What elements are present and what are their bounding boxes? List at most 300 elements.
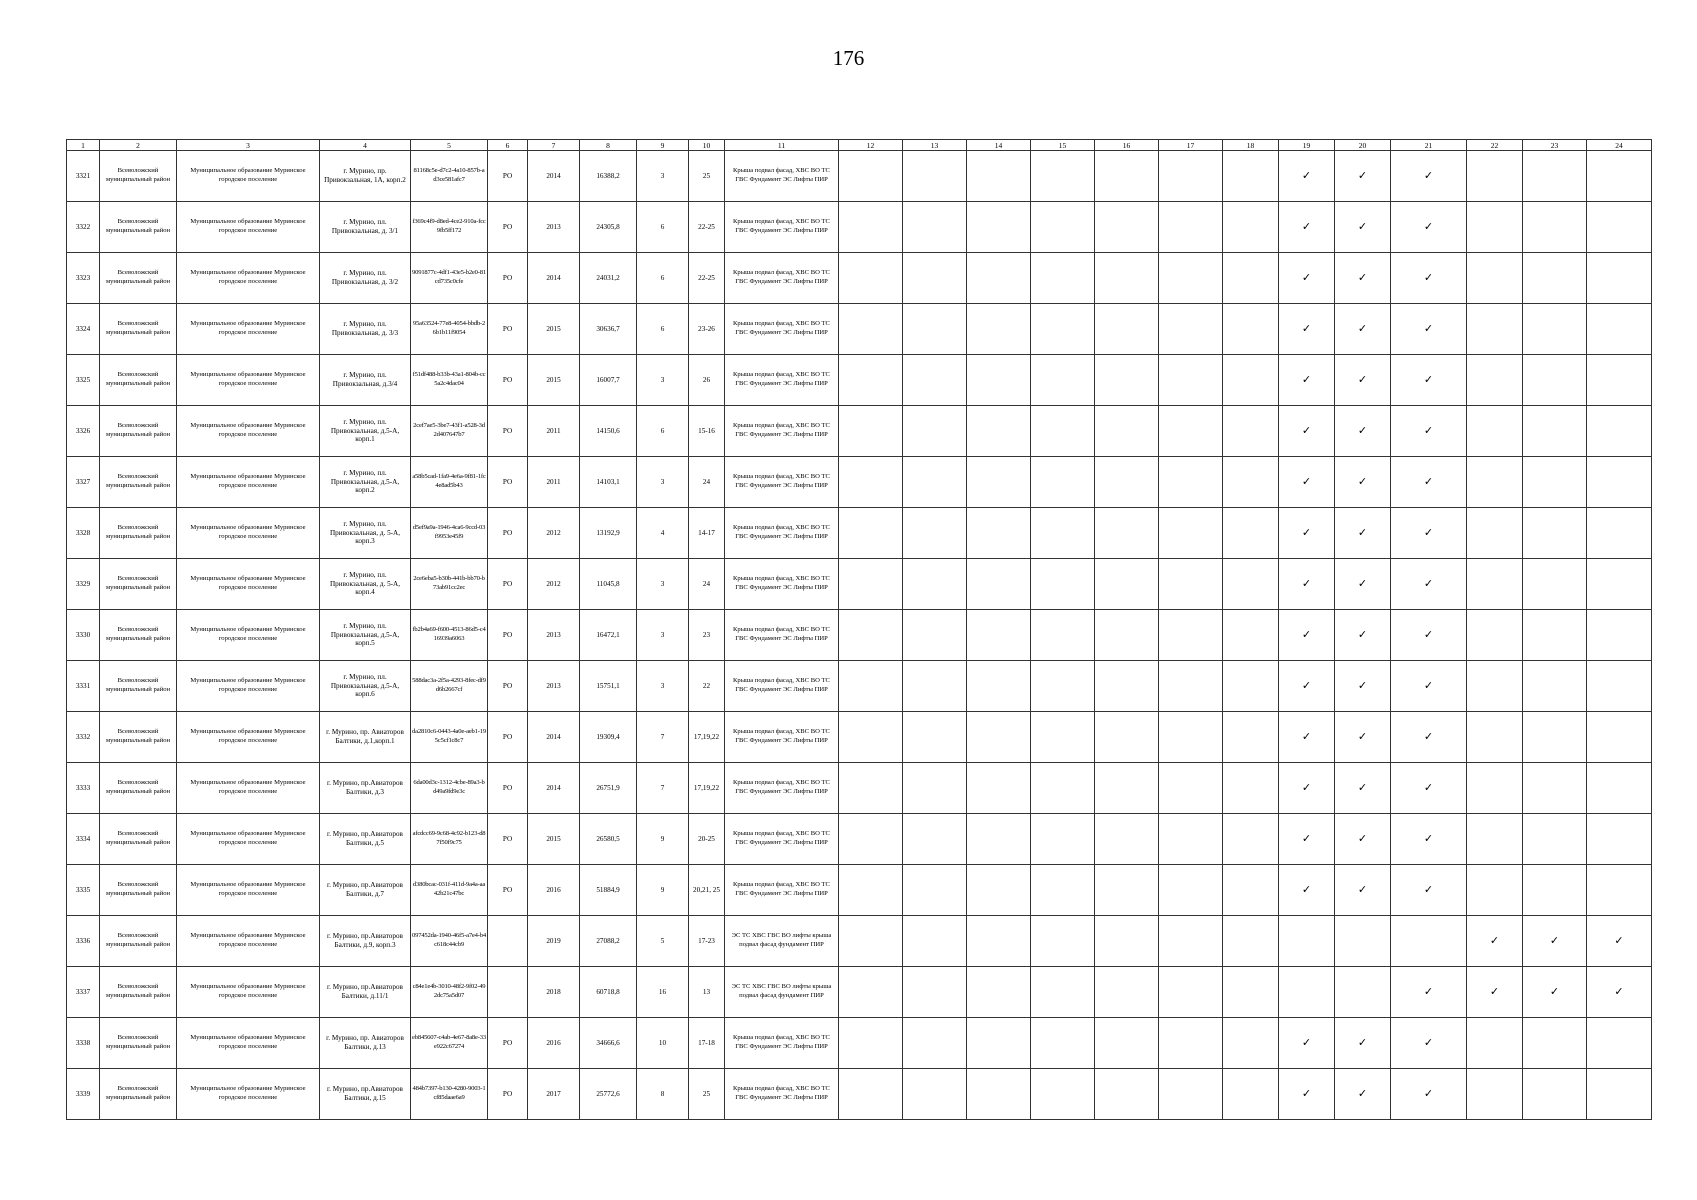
check-mark-icon: ✓: [1335, 763, 1391, 814]
empty-cell: [839, 865, 903, 916]
table-row: [67, 610, 1652, 661]
empty-cell: [839, 508, 903, 559]
empty-cell: [1467, 610, 1523, 661]
address-cell: г. Мурино, пл. Привокзальная, д. 3/2: [320, 253, 411, 304]
empty-cell: [1335, 916, 1391, 967]
type-cell: РО: [488, 559, 528, 610]
registry-table: [66, 139, 1652, 1120]
municipality-cell: Муниципальное образование Муринское городское поселение: [177, 661, 320, 712]
empty-cell: [1031, 763, 1095, 814]
empty-cell: [1467, 457, 1523, 508]
empty-cell: [1159, 202, 1223, 253]
row-id: 3324: [67, 304, 100, 355]
column-header: 19: [1279, 140, 1335, 151]
municipality-cell: Муниципальное образование Муринское городское поселение: [177, 253, 320, 304]
check-mark-icon: ✓: [1279, 865, 1335, 916]
empty-cell: [1467, 763, 1523, 814]
column-header: 11: [725, 140, 839, 151]
works-cell: Крыша подвал фасад, ХВС ВО ТС ГВС Фундамент ЭС Лифты ПИР: [725, 355, 839, 406]
entrances-cell: 23-26: [689, 304, 725, 355]
empty-cell: [967, 1069, 1031, 1120]
entrances-cell: 17,19,22: [689, 712, 725, 763]
empty-cell: [1159, 661, 1223, 712]
type-cell: РО: [488, 763, 528, 814]
empty-cell: [839, 712, 903, 763]
table-row: [67, 967, 1652, 1018]
works-cell: Крыша подвал фасад, ХВС ВО ТС ГВС Фундамент ЭС Лифты ПИР: [725, 151, 839, 202]
empty-cell: [1223, 661, 1279, 712]
empty-cell: [1159, 865, 1223, 916]
entrances-cell: 22-25: [689, 202, 725, 253]
guid-cell: afcdcc69-9c68-4c92-b123-d87f50f9c75: [411, 814, 488, 865]
guid-cell: d380bcac-031f-411d-9a4a-aa42b21c47bc: [411, 865, 488, 916]
column-header: 15: [1031, 140, 1095, 151]
works-cell: Крыша подвал фасад, ХВС ВО ТС ГВС Фундамент ЭС Лифты ПИР: [725, 814, 839, 865]
check-mark-icon: ✓: [1467, 967, 1523, 1018]
empty-cell: [1159, 406, 1223, 457]
empty-cell: [1031, 814, 1095, 865]
empty-cell: [967, 865, 1031, 916]
empty-cell: [839, 916, 903, 967]
empty-cell: [1031, 967, 1095, 1018]
empty-cell: [839, 763, 903, 814]
row-id: 3335: [67, 865, 100, 916]
check-mark-icon: ✓: [1279, 253, 1335, 304]
column-header: 12: [839, 140, 903, 151]
municipality-cell: Муниципальное образование Муринское городское поселение: [177, 814, 320, 865]
year-cell: 2019: [528, 916, 580, 967]
year-cell: 2017: [528, 1069, 580, 1120]
floors-cell: 3: [637, 661, 689, 712]
empty-cell: [1467, 1018, 1523, 1069]
district-cell: Всеволожский муниципальный район: [100, 304, 177, 355]
empty-cell: [1279, 967, 1335, 1018]
check-mark-icon: ✓: [1391, 559, 1467, 610]
address-cell: г. Мурино, пл. Привокзальная, д.5-А, корп.6: [320, 661, 411, 712]
check-mark-icon: ✓: [1279, 202, 1335, 253]
empty-cell: [1523, 304, 1587, 355]
empty-cell: [1095, 355, 1159, 406]
empty-cell: [1159, 253, 1223, 304]
works-cell: ЭС ТС ХВС ГВС ВО лифты крыша подвал фасад фундамент ПИР: [725, 916, 839, 967]
guid-cell: 6da00d3c-1312-4cbe-89a3-bd49a9fd9e3c: [411, 763, 488, 814]
check-mark-icon: ✓: [1279, 559, 1335, 610]
table-row: [67, 814, 1652, 865]
floors-cell: 3: [637, 610, 689, 661]
municipality-cell: Муниципальное образование Муринское городское поселение: [177, 1069, 320, 1120]
year-cell: 2016: [528, 865, 580, 916]
empty-cell: [1523, 559, 1587, 610]
guid-cell: 097452da-1940-46f5-a7e4-b4c618c44cb9: [411, 916, 488, 967]
page-number: 176: [832, 46, 865, 70]
check-mark-icon: ✓: [1391, 355, 1467, 406]
address-cell: г. Мурино, пр.Авиаторов Балтики, д.15: [320, 1069, 411, 1120]
municipality-cell: Муниципальное образование Муринское городское поселение: [177, 151, 320, 202]
empty-cell: [903, 661, 967, 712]
type-cell: РО: [488, 202, 528, 253]
empty-cell: [1467, 253, 1523, 304]
empty-cell: [1159, 763, 1223, 814]
empty-cell: [903, 559, 967, 610]
column-header: 17: [1159, 140, 1223, 151]
address-cell: г. Мурино, пл. Привокзальная, д.5-А, корп.1: [320, 406, 411, 457]
empty-cell: [1031, 661, 1095, 712]
empty-cell: [1223, 712, 1279, 763]
municipality-cell: Муниципальное образование Муринское городское поселение: [177, 559, 320, 610]
empty-cell: [1223, 967, 1279, 1018]
district-cell: Всеволожский муниципальный район: [100, 406, 177, 457]
check-mark-icon: ✓: [1391, 661, 1467, 712]
empty-cell: [1467, 202, 1523, 253]
area-cell: 26751,9: [580, 763, 637, 814]
empty-cell: [839, 661, 903, 712]
table-row: [67, 865, 1652, 916]
empty-cell: [1031, 457, 1095, 508]
area-cell: 16388,2: [580, 151, 637, 202]
check-mark-icon: ✓: [1335, 304, 1391, 355]
municipality-cell: Муниципальное образование Муринское городское поселение: [177, 610, 320, 661]
district-cell: Всеволожский муниципальный район: [100, 1069, 177, 1120]
district-cell: Всеволожский муниципальный район: [100, 916, 177, 967]
address-cell: г. Мурино, пл. Привокзальная, д. 3/3: [320, 304, 411, 355]
empty-cell: [839, 967, 903, 1018]
check-mark-icon: ✓: [1279, 508, 1335, 559]
empty-cell: [1031, 865, 1095, 916]
floors-cell: 5: [637, 916, 689, 967]
check-mark-icon: ✓: [1335, 508, 1391, 559]
guid-cell: da2810c6-0443-4a0e-aeb1-195c5cf1c8c7: [411, 712, 488, 763]
empty-cell: [967, 151, 1031, 202]
empty-cell: [1587, 253, 1652, 304]
area-cell: 27088,2: [580, 916, 637, 967]
district-cell: Всеволожский муниципальный район: [100, 865, 177, 916]
check-mark-icon: ✓: [1391, 253, 1467, 304]
works-cell: Крыша подвал фасад, ХВС ВО ТС ГВС Фундамент ЭС Лифты ПИР: [725, 865, 839, 916]
floors-cell: 8: [637, 1069, 689, 1120]
empty-cell: [967, 712, 1031, 763]
check-mark-icon: ✓: [1523, 916, 1587, 967]
year-cell: 2018: [528, 967, 580, 1018]
empty-cell: [839, 304, 903, 355]
entrances-cell: 20,21, 25: [689, 865, 725, 916]
empty-cell: [1095, 253, 1159, 304]
entrances-cell: 23: [689, 610, 725, 661]
empty-cell: [1523, 661, 1587, 712]
year-cell: 2015: [528, 814, 580, 865]
check-mark-icon: ✓: [1279, 661, 1335, 712]
empty-cell: [1587, 661, 1652, 712]
district-cell: Всеволожский муниципальный район: [100, 508, 177, 559]
row-id: 3329: [67, 559, 100, 610]
check-mark-icon: ✓: [1391, 304, 1467, 355]
check-mark-icon: ✓: [1391, 814, 1467, 865]
empty-cell: [967, 814, 1031, 865]
check-mark-icon: ✓: [1523, 967, 1587, 1018]
municipality-cell: Муниципальное образование Муринское городское поселение: [177, 967, 320, 1018]
column-header: 7: [528, 140, 580, 151]
empty-cell: [1587, 202, 1652, 253]
empty-cell: [1031, 916, 1095, 967]
empty-cell: [967, 763, 1031, 814]
type-cell: РО: [488, 355, 528, 406]
empty-cell: [903, 865, 967, 916]
guid-cell: f369c4f9-d8ed-4ce2-910a-fcc9fb5ff172: [411, 202, 488, 253]
check-mark-icon: ✓: [1391, 406, 1467, 457]
empty-cell: [839, 814, 903, 865]
floors-cell: 3: [637, 151, 689, 202]
works-cell: Крыша подвал фасад, ХВС ВО ТС ГВС Фундамент ЭС Лифты ПИР: [725, 661, 839, 712]
year-cell: 2013: [528, 610, 580, 661]
row-id: 3321: [67, 151, 100, 202]
check-mark-icon: ✓: [1335, 1069, 1391, 1120]
empty-cell: [903, 763, 967, 814]
empty-cell: [1159, 1018, 1223, 1069]
check-mark-icon: ✓: [1391, 202, 1467, 253]
empty-cell: [967, 304, 1031, 355]
floors-cell: 6: [637, 406, 689, 457]
row-id: 3333: [67, 763, 100, 814]
row-id: 3322: [67, 202, 100, 253]
table-row: [67, 661, 1652, 712]
check-mark-icon: ✓: [1279, 406, 1335, 457]
row-id: 3338: [67, 1018, 100, 1069]
check-mark-icon: ✓: [1391, 967, 1467, 1018]
type-cell: РО: [488, 253, 528, 304]
year-cell: 2013: [528, 202, 580, 253]
check-mark-icon: ✓: [1335, 202, 1391, 253]
column-header: 2: [100, 140, 177, 151]
check-mark-icon: ✓: [1279, 610, 1335, 661]
empty-cell: [903, 457, 967, 508]
row-id: 3337: [67, 967, 100, 1018]
empty-cell: [1223, 916, 1279, 967]
entrances-cell: 17,19,22: [689, 763, 725, 814]
year-cell: 2011: [528, 406, 580, 457]
municipality-cell: Муниципальное образование Муринское городское поселение: [177, 916, 320, 967]
district-cell: Всеволожский муниципальный район: [100, 457, 177, 508]
district-cell: Всеволожский муниципальный район: [100, 1018, 177, 1069]
area-cell: 11045,8: [580, 559, 637, 610]
district-cell: Всеволожский муниципальный район: [100, 661, 177, 712]
district-cell: Всеволожский муниципальный район: [100, 151, 177, 202]
empty-cell: [1523, 151, 1587, 202]
empty-cell: [1523, 610, 1587, 661]
entrances-cell: 15-16: [689, 406, 725, 457]
empty-cell: [967, 508, 1031, 559]
row-id: 3339: [67, 1069, 100, 1120]
empty-cell: [1031, 712, 1095, 763]
empty-cell: [903, 610, 967, 661]
floors-cell: 9: [637, 814, 689, 865]
empty-cell: [903, 967, 967, 1018]
table-row: [67, 406, 1652, 457]
address-cell: г. Мурино, пл. Привокзальная, д. 3/1: [320, 202, 411, 253]
empty-cell: [1587, 406, 1652, 457]
empty-cell: [1587, 355, 1652, 406]
column-header: 24: [1587, 140, 1652, 151]
empty-cell: [839, 355, 903, 406]
empty-cell: [1467, 1069, 1523, 1120]
empty-cell: [1467, 151, 1523, 202]
empty-cell: [1031, 202, 1095, 253]
empty-cell: [1587, 1069, 1652, 1120]
address-cell: г. Мурино, пл. Привокзальная, д.5-А, корп.2: [320, 457, 411, 508]
check-mark-icon: ✓: [1335, 355, 1391, 406]
guid-cell: a58b5cad-1fa9-4e6a-9f81-1fc4e8ad5b43: [411, 457, 488, 508]
column-header: 9: [637, 140, 689, 151]
empty-cell: [1587, 151, 1652, 202]
area-cell: 34666,6: [580, 1018, 637, 1069]
address-cell: г. Мурино, пр. Авиаторов Балтики, д.13: [320, 1018, 411, 1069]
row-id: 3334: [67, 814, 100, 865]
floors-cell: 9: [637, 865, 689, 916]
column-header: 6: [488, 140, 528, 151]
guid-cell: fb2b4a69-f600-4513-86d5-c416939a6063: [411, 610, 488, 661]
row-id: 3326: [67, 406, 100, 457]
empty-cell: [1095, 151, 1159, 202]
empty-cell: [1159, 712, 1223, 763]
empty-cell: [1095, 712, 1159, 763]
area-cell: 25772,6: [580, 1069, 637, 1120]
empty-cell: [903, 406, 967, 457]
column-header: 21: [1391, 140, 1467, 151]
empty-cell: [1031, 406, 1095, 457]
guid-cell: 81168c5e-d7c2-4a10-857b-ad3ce581afc7: [411, 151, 488, 202]
empty-cell: [1031, 508, 1095, 559]
table-row: [67, 457, 1652, 508]
empty-cell: [1095, 202, 1159, 253]
floors-cell: 7: [637, 763, 689, 814]
floors-cell: 16: [637, 967, 689, 1018]
type-cell: РО: [488, 1069, 528, 1120]
empty-cell: [1095, 967, 1159, 1018]
empty-cell: [1223, 559, 1279, 610]
empty-cell: [1223, 253, 1279, 304]
check-mark-icon: ✓: [1391, 610, 1467, 661]
empty-cell: [1523, 763, 1587, 814]
column-header: 14: [967, 140, 1031, 151]
empty-cell: [903, 508, 967, 559]
empty-cell: [1223, 865, 1279, 916]
area-cell: 19309,4: [580, 712, 637, 763]
address-cell: г. Мурино, пр.Авиаторов Балтики, д.9, корп.3: [320, 916, 411, 967]
address-cell: г. Мурино, пл. Привокзальная, д. 5-А, корп.3: [320, 508, 411, 559]
check-mark-icon: ✓: [1335, 253, 1391, 304]
works-cell: Крыша подвал фасад, ХВС ВО ТС ГВС Фундамент ЭС Лифты ПИР: [725, 406, 839, 457]
year-cell: 2015: [528, 304, 580, 355]
empty-cell: [1523, 814, 1587, 865]
district-cell: Всеволожский муниципальный район: [100, 202, 177, 253]
empty-cell: [1587, 1018, 1652, 1069]
check-mark-icon: ✓: [1391, 1018, 1467, 1069]
works-cell: Крыша подвал фасад, ХВС ВО ТС ГВС Фундамент ЭС Лифты ПИР: [725, 610, 839, 661]
check-mark-icon: ✓: [1279, 763, 1335, 814]
empty-cell: [1031, 1018, 1095, 1069]
district-cell: Всеволожский муниципальный район: [100, 814, 177, 865]
guid-cell: f51df488-b33b-43a1-804b-cc5a2c4dac04: [411, 355, 488, 406]
column-header: 20: [1335, 140, 1391, 151]
empty-cell: [1095, 457, 1159, 508]
entrances-cell: 24: [689, 559, 725, 610]
empty-cell: [967, 967, 1031, 1018]
district-cell: Всеволожский муниципальный район: [100, 967, 177, 1018]
empty-cell: [1223, 202, 1279, 253]
area-cell: 15751,1: [580, 661, 637, 712]
year-cell: 2012: [528, 508, 580, 559]
empty-cell: [903, 304, 967, 355]
type-cell: РО: [488, 151, 528, 202]
empty-cell: [1159, 457, 1223, 508]
entrances-cell: 17-18: [689, 1018, 725, 1069]
area-cell: 16472,1: [580, 610, 637, 661]
header-row: [67, 140, 1652, 151]
empty-cell: [1223, 814, 1279, 865]
district-cell: Всеволожский муниципальный район: [100, 712, 177, 763]
address-cell: г. Мурино, пр.Авиаторов Балтики, д.5: [320, 814, 411, 865]
empty-cell: [839, 406, 903, 457]
year-cell: 2014: [528, 253, 580, 304]
empty-cell: [903, 712, 967, 763]
floors-cell: 7: [637, 712, 689, 763]
table-body: [67, 151, 1652, 1120]
empty-cell: [1587, 814, 1652, 865]
empty-cell: [1031, 559, 1095, 610]
floors-cell: 4: [637, 508, 689, 559]
row-id: 3325: [67, 355, 100, 406]
year-cell: 2014: [528, 763, 580, 814]
empty-cell: [1467, 814, 1523, 865]
empty-cell: [1223, 610, 1279, 661]
area-cell: 24031,2: [580, 253, 637, 304]
floors-cell: 3: [637, 457, 689, 508]
empty-cell: [1587, 304, 1652, 355]
area-cell: 30636,7: [580, 304, 637, 355]
empty-cell: [903, 151, 967, 202]
address-cell: г. Мурино, пр. Привокзальная, 1А, корп.2: [320, 151, 411, 202]
works-cell: Крыша подвал фасад, ХВС ВО ТС ГВС Фундамент ЭС Лифты ПИР: [725, 1069, 839, 1120]
area-cell: 24305,8: [580, 202, 637, 253]
empty-cell: [1223, 1069, 1279, 1120]
column-header: 10: [689, 140, 725, 151]
empty-cell: [967, 916, 1031, 967]
empty-cell: [839, 253, 903, 304]
type-cell: РО: [488, 457, 528, 508]
empty-cell: [1031, 610, 1095, 661]
guid-cell: 95a63524-77e8-4054-bbdb-26b1b11f9054: [411, 304, 488, 355]
table-row: [67, 355, 1652, 406]
empty-cell: [1159, 967, 1223, 1018]
check-mark-icon: ✓: [1335, 661, 1391, 712]
row-id: 3331: [67, 661, 100, 712]
empty-cell: [839, 610, 903, 661]
municipality-cell: Муниципальное образование Муринское городское поселение: [177, 763, 320, 814]
empty-cell: [1031, 151, 1095, 202]
address-cell: г. Мурино, пр.Авиаторов Балтики, д.11/1: [320, 967, 411, 1018]
municipality-cell: Муниципальное образование Муринское городское поселение: [177, 406, 320, 457]
column-header: 13: [903, 140, 967, 151]
empty-cell: [903, 202, 967, 253]
empty-cell: [1523, 865, 1587, 916]
district-cell: Всеволожский муниципальный район: [100, 559, 177, 610]
column-header: 22: [1467, 140, 1523, 151]
empty-cell: [1095, 916, 1159, 967]
empty-cell: [1223, 355, 1279, 406]
row-id: 3328: [67, 508, 100, 559]
year-cell: 2016: [528, 1018, 580, 1069]
empty-cell: [1095, 763, 1159, 814]
table-row: [67, 712, 1652, 763]
empty-cell: [1159, 304, 1223, 355]
